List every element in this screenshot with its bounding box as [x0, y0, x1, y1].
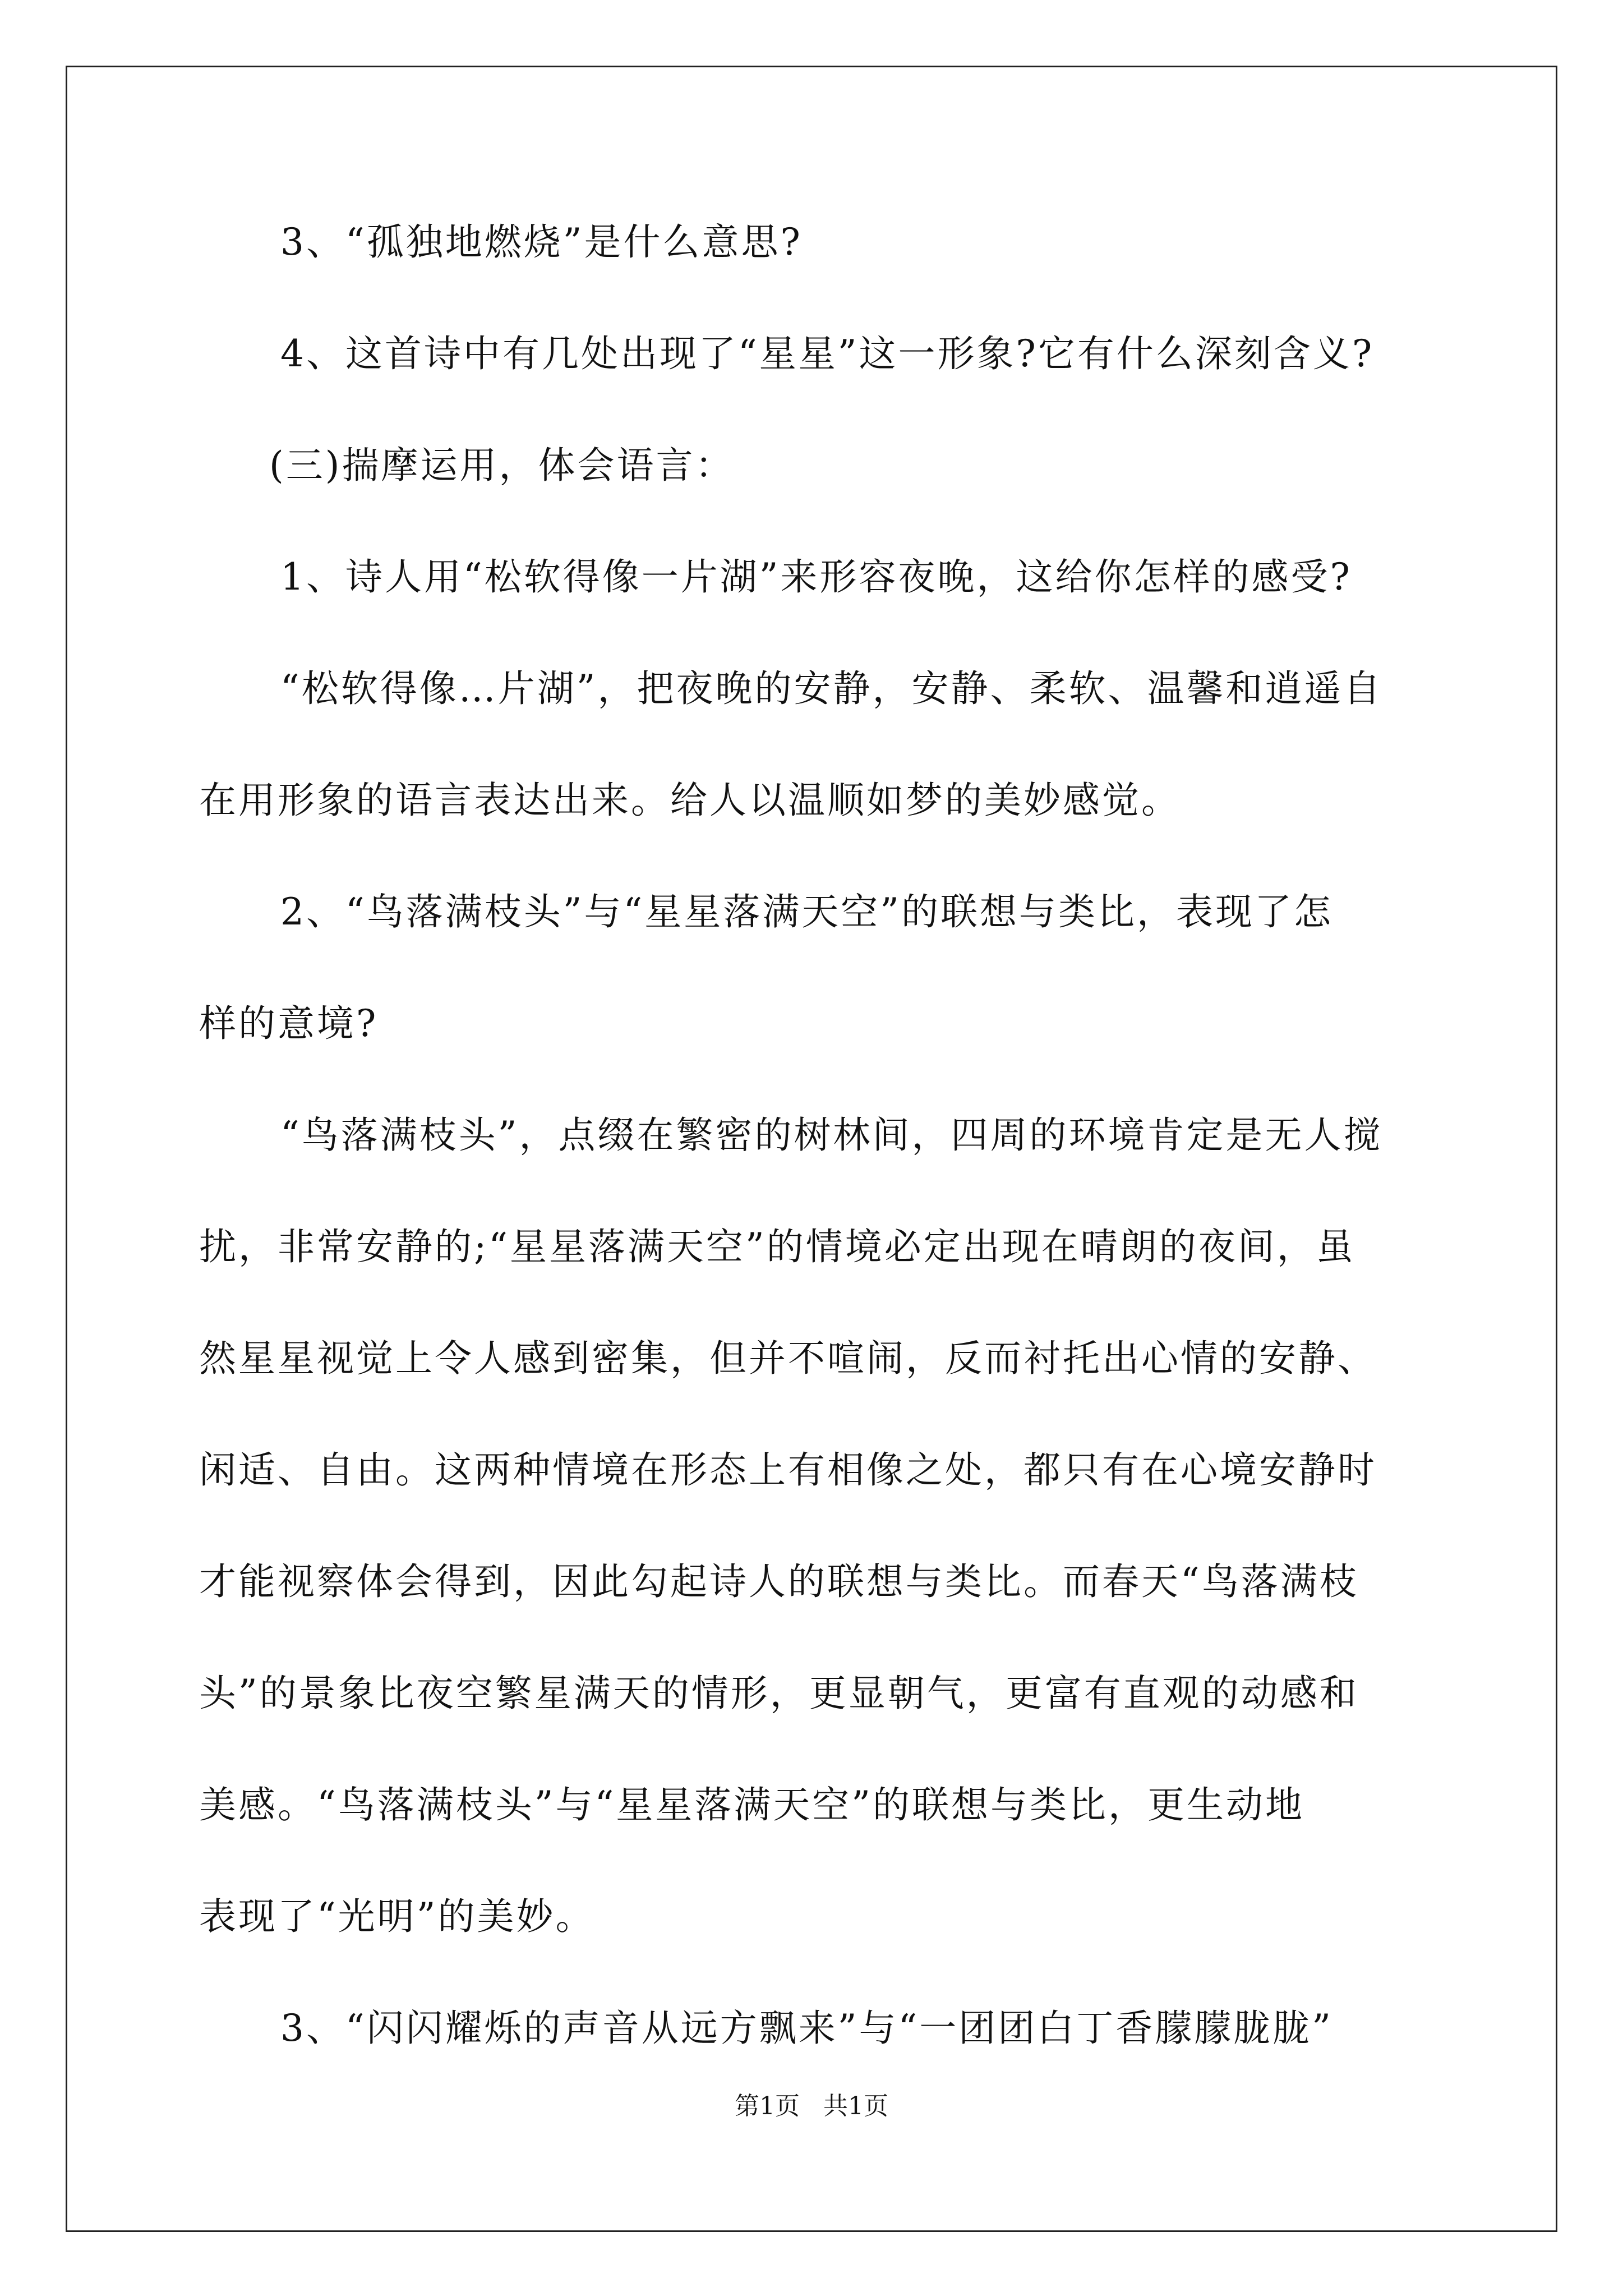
page-total: 共1页: [823, 2092, 888, 2120]
paragraph-line: 3、“孤独地燃烧”是什么意思?: [280, 220, 803, 264]
paragraph-line: 1、诗人用“松软得像一片湖”来形容夜晚，这给你怎样的感受?: [280, 555, 1352, 599]
paragraph-line: 4、这首诗中有几处出现了“星星”这一形象?它有什么深刻含义?: [280, 332, 1375, 375]
page-footer: [0, 2091, 1623, 2122]
paragraph-line: “松软得像…片湖”，把夜晚的安静，安静、柔软、温馨和逍遥自: [280, 667, 1383, 710]
paragraph-line: 样的意境?: [199, 1002, 379, 1045]
paragraph-line: 3、“闪闪耀烁的声音从远方飘来”与“一团团白丁香朦朦胧胧”: [280, 2007, 1333, 2050]
paragraph-line: 2、“鸟落满枝头”与“星星落满天空”的联想与类比，表现了怎: [280, 890, 1333, 933]
paragraph-line: 闲适、自由。这两种情境在形态上有相像之处，都只有在心境安静时: [199, 1448, 1377, 1492]
paragraph-line: 美感。“鸟落满枝头”与“星星落满天空”的联想与类比，更生动地: [199, 1783, 1304, 1826]
paragraph-line: 才能视察体会得到，因此勾起诗人的联想与类比。而春天“鸟落满枝: [199, 1560, 1359, 1603]
page-number: 第1页: [735, 2092, 800, 2120]
paragraph-line: 扰，非常安静的;“星星落满天空”的情境必定出现在晴朗的夜间，虽: [199, 1225, 1355, 1268]
paragraph-line: (三)揣摩运用，体会语言：: [269, 444, 735, 487]
paragraph-line: 表现了“光明”的美妙。: [199, 1895, 595, 1938]
paragraph-line: 在用形象的语言表达出来。给人以温顺如梦的美妙感觉。: [199, 779, 1181, 822]
paragraph-line: 头”的景象比夜空繁星满天的情形，更显朝气，更富有直观的动感和: [199, 1672, 1359, 1715]
paragraph-line: 然星星视觉上令人感到密集，但并不喧闹，反而衬托出心情的安静、: [199, 1337, 1377, 1380]
paragraph-line: “鸟落满枝头”，点缀在繁密的树林间，四周的环境肯定是无人搅: [280, 1114, 1383, 1157]
